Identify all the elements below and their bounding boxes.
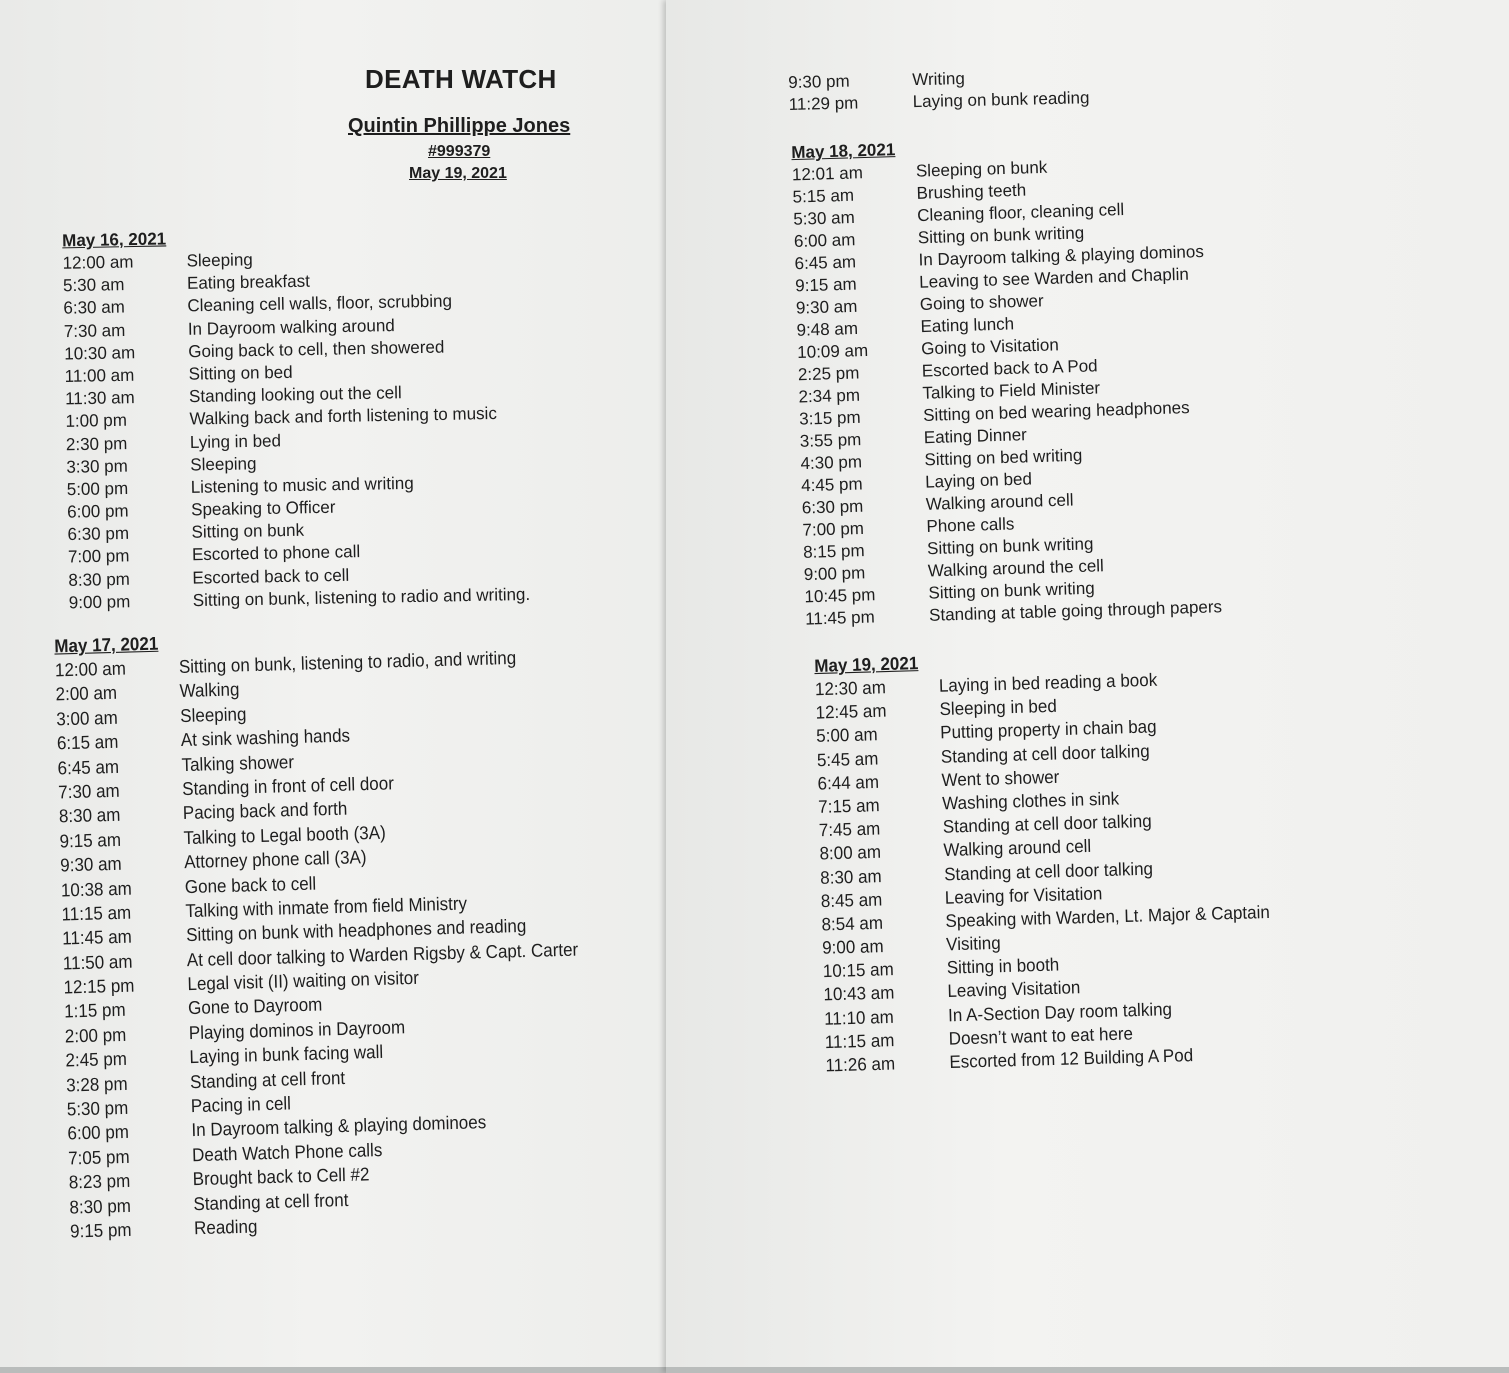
entry-time: 10:43 am <box>823 983 895 1006</box>
entry-time: 8:30 pm <box>69 1195 132 1218</box>
entry-activity: Walking <box>179 679 240 702</box>
entry-time: 9:30 am <box>59 853 122 876</box>
entry-activity: Went to shower <box>941 766 1060 791</box>
entry-time: 7:45 am <box>818 818 881 841</box>
entry-time: 7:00 pm <box>67 546 130 567</box>
log-section-may-17 <box>54 621 586 1244</box>
entry-time: 2:00 am <box>55 682 118 706</box>
entry-activity: Listening to music and writing <box>190 473 414 497</box>
section-date: May 17, 2021 <box>54 633 159 657</box>
entry-list <box>788 65 1090 116</box>
entry-activity: Standing at cell door talking <box>943 858 1154 885</box>
entry-activity: Escorted to phone call <box>191 542 361 565</box>
entry-time: 9:30 pm <box>788 71 850 92</box>
page-bottom-edge <box>0 1367 712 1373</box>
entry-activity: Talking with inmate from field Ministry <box>185 893 468 922</box>
entry-activity: Cleaning cell walls, floor, scrubbing <box>187 291 453 316</box>
entry-activity: Sitting on bunk <box>191 520 305 543</box>
entry-activity: Pacing back and forth <box>182 798 348 824</box>
entry-time: 6:45 am <box>794 252 857 274</box>
entry-time: 11:29 pm <box>788 93 859 114</box>
entry-activity: Death Watch Phone calls <box>191 1139 383 1166</box>
entry-time: 2:25 pm <box>797 363 860 385</box>
entry-activity: Gone to Dayroom <box>187 994 323 1019</box>
entry-time: 1:00 pm <box>65 410 128 432</box>
entry-activity: At cell door talking to Warden Rigsby & Capt. Carter <box>186 938 579 971</box>
entry-time: 5:00 pm <box>66 478 129 500</box>
entry-time: 12:01 am <box>791 163 864 185</box>
entry-activity: Standing at cell front <box>189 1067 346 1093</box>
entry-time: 10:30 am <box>64 342 136 364</box>
entry-time: 8:54 am <box>821 912 884 935</box>
inmate-number: #999379 <box>428 143 491 160</box>
entry-activity: Going back to cell, then showered <box>188 337 445 362</box>
entry-activity: Standing looking out the cell <box>188 383 402 407</box>
entry-activity: Doesn’t want to eat here <box>948 1023 1134 1049</box>
entry-activity: Leaving Visitation <box>947 977 1081 1002</box>
entry-time: 3:28 pm <box>65 1073 128 1096</box>
entry-time: 2:30 pm <box>65 433 128 454</box>
entry-time: 4:30 pm <box>800 452 863 474</box>
entry-activity: In Dayroom walking around <box>187 315 395 339</box>
entry-activity: Sitting on bed <box>188 362 293 384</box>
entry-activity: Cleaning floor, cleaning cell <box>916 199 1125 226</box>
entry-activity: In Dayroom talking & playing dominos <box>918 241 1205 270</box>
entry-activity: Standing at cell door talking <box>940 740 1150 767</box>
entry-time: 10:38 am <box>60 877 133 901</box>
entry-time: 8:15 pm <box>802 540 865 562</box>
entry-time: 5:30 am <box>62 274 125 296</box>
entry-activity: Escorted back to cell <box>192 565 350 588</box>
entry-time: 2:00 pm <box>64 1024 127 1047</box>
entry-activity: Talking to Legal booth (3A) <box>183 822 386 849</box>
entry-time: 12:15 pm <box>63 975 135 998</box>
entry-time: 8:30 am <box>819 865 882 888</box>
entry-list <box>792 152 1223 631</box>
entry-activity: Laying on bed <box>924 469 1033 492</box>
entry-time: 5:15 am <box>792 185 855 207</box>
entry-activity: Standing at table going through papers <box>928 597 1223 625</box>
entry-time: 7:30 am <box>57 780 120 803</box>
page-bottom-edge <box>666 1367 1509 1373</box>
document-date: May 19, 2021 <box>409 165 507 182</box>
entry-activity: Sleeping on bunk <box>915 157 1048 181</box>
entry-time: 8:00 am <box>819 842 882 865</box>
entry-activity: Walking around the cell <box>927 556 1105 581</box>
entry-time: 10:45 pm <box>804 585 876 607</box>
entry-time: 9:15 am <box>794 274 857 296</box>
entry-time: 9:00 pm <box>803 563 866 585</box>
entry-activity: Going to Visitation <box>920 335 1060 359</box>
entry-activity: Pacing in cell <box>190 1093 292 1117</box>
entry-time: 2:34 pm <box>798 385 861 407</box>
entry-time: 12:30 am <box>814 677 887 700</box>
section-date: May 18, 2021 <box>791 139 896 163</box>
entry-activity: Sleeping <box>179 703 247 727</box>
section-date: May 16, 2021 <box>62 229 167 251</box>
entry-time: 6:44 am <box>817 771 880 794</box>
log-section-may-18 <box>791 130 1222 631</box>
entry-time: 6:15 am <box>56 731 119 754</box>
entry-activity: Playing dominos in Dayroom <box>188 1016 406 1044</box>
entry-activity: Phone calls <box>926 514 1015 537</box>
entry-activity: Sitting on bunk, listening to radio and writing. <box>192 584 531 610</box>
entry-activity: Gone back to cell <box>184 872 317 897</box>
entry-time: 4:45 pm <box>800 474 863 496</box>
log-section-may-19 <box>814 642 1274 1077</box>
entry-activity: Standing at cell front <box>193 1189 349 1215</box>
entry-activity: At sink washing hands <box>180 725 351 751</box>
entry-activity: Laying in bunk facing wall <box>189 1041 384 1068</box>
entry-time: 10:15 am <box>822 959 894 982</box>
entry-activity: Sitting on bed writing <box>924 445 1083 470</box>
entry-activity: Eating Dinner <box>923 425 1028 448</box>
entry-time: 1:15 pm <box>63 999 126 1023</box>
entry-time: 8:30 pm <box>68 569 131 590</box>
entry-activity: Leaving for Visitation <box>944 883 1103 908</box>
entry-time: 6:30 pm <box>801 496 864 518</box>
entry-time: 9:15 am <box>59 829 122 852</box>
entry-time: 8:45 am <box>820 889 883 912</box>
entry-time: 7:00 pm <box>802 518 865 540</box>
inmate-name: Quintin Phillippe Jones <box>348 115 571 137</box>
entry-time: 6:30 am <box>63 297 126 319</box>
entry-list <box>62 244 530 614</box>
entry-time: 9:15 pm <box>69 1219 132 1242</box>
entry-activity: Eating lunch <box>920 314 1015 337</box>
entry-activity: Visiting <box>945 932 1001 955</box>
entry-time: 6:00 am <box>793 230 856 252</box>
entry-activity: Brushing teeth <box>916 180 1027 203</box>
entry-activity: Putting property in chain bag <box>939 716 1157 744</box>
entry-activity: Legal visit (II) waiting on visitor <box>187 967 420 995</box>
entry-time: 12:00 am <box>62 252 134 273</box>
entry-activity: Eating breakfast <box>186 271 311 294</box>
entry-activity: Sitting on bed wearing headphones <box>922 397 1190 426</box>
entry-time: 7:15 am <box>817 795 880 818</box>
entry-activity: Sleeping in bed <box>939 696 1058 720</box>
entry-time: 3:00 am <box>55 707 118 730</box>
entry-activity: Talking shower <box>181 751 295 775</box>
entry-list <box>55 645 586 1244</box>
entry-activity: Laying on bunk reading <box>912 88 1090 112</box>
entry-activity: Going to shower <box>919 291 1044 314</box>
entry-activity: Washing clothes in sink <box>941 788 1120 814</box>
entry-time: 2:45 pm <box>65 1048 128 1072</box>
entry-time: 5:00 am <box>815 724 878 747</box>
entry-activity: Speaking with Warden, Lt. Major & Captain <box>945 901 1271 932</box>
entry-time: 11:26 am <box>825 1053 896 1076</box>
entry-time: 11:45 am <box>61 926 133 950</box>
entry-activity: Escorted from 12 Building A Pod <box>949 1045 1194 1073</box>
entry-time: 6:00 pm <box>66 501 129 522</box>
entry-activity: Sitting on bunk writing <box>926 534 1094 559</box>
entry-time: 7:30 am <box>63 320 126 341</box>
entry-time: 9:00 pm <box>68 591 131 613</box>
entry-activity: Lying in bed <box>189 430 282 452</box>
entry-activity: Walking around cell <box>925 490 1074 514</box>
entry-time: 8:23 pm <box>68 1170 131 1194</box>
entry-time: 11:00 am <box>64 365 135 386</box>
entry-activity: Sitting on bunk writing <box>917 223 1085 248</box>
log-section-may-17-continued <box>788 65 1090 116</box>
entry-list <box>815 666 1274 1078</box>
entry-activity: Sleeping <box>186 249 253 271</box>
document-title: DEATH WATCH <box>365 64 557 94</box>
entry-activity: Speaking to Officer <box>190 497 336 520</box>
entry-activity: Brought back to Cell #2 <box>192 1164 370 1190</box>
entry-activity: Writing <box>911 68 966 90</box>
section-date: May 19, 2021 <box>814 653 919 677</box>
entry-activity: Sitting on bunk with headphones and reading <box>185 915 527 946</box>
entry-time: 5:30 pm <box>66 1097 129 1120</box>
entry-activity: Sitting on bunk writing <box>928 578 1095 603</box>
entry-time: 6:45 am <box>57 755 120 779</box>
entry-time: 3:55 pm <box>799 429 862 451</box>
entry-time: 11:45 pm <box>804 607 876 629</box>
log-section-may-16 <box>62 222 530 615</box>
entry-time: 3:30 pm <box>66 455 128 477</box>
entry-activity: Sitting on bunk, listening to radio, and writing <box>178 647 517 678</box>
entry-activity: Reading <box>193 1216 258 1239</box>
entry-time: 7:05 pm <box>67 1146 130 1169</box>
entry-time: 5:30 am <box>793 207 855 229</box>
entry-activity: Walking back and forth listening to music <box>189 403 498 429</box>
entry-time: 12:45 am <box>815 700 887 724</box>
entry-activity: Attorney phone call (3A) <box>183 846 367 873</box>
entry-time: 11:15 am <box>61 902 132 925</box>
entry-time: 3:15 pm <box>798 407 861 429</box>
entry-activity: Standing in front of cell door <box>181 772 395 800</box>
entry-activity: Walking around cell <box>943 836 1092 861</box>
entry-time: 11:30 am <box>64 387 135 409</box>
entry-activity: In Dayroom talking & playing dominoes <box>191 1112 487 1141</box>
entry-activity: Sleeping <box>190 453 257 475</box>
entry-time: 6:00 pm <box>67 1121 130 1145</box>
entry-time: 11:15 am <box>824 1030 895 1053</box>
entry-time: 10:09 am <box>796 340 869 363</box>
entry-activity: Talking to Field Minister <box>922 378 1101 403</box>
entry-time: 5:45 am <box>816 748 879 771</box>
entry-activity: Escorted back to A Pod <box>921 356 1098 381</box>
entry-time: 12:00 am <box>54 658 127 681</box>
entry-time: 6:30 pm <box>67 523 130 545</box>
entry-activity: In A-Section Day room talking <box>947 998 1173 1026</box>
entry-time: 11:50 am <box>62 950 133 974</box>
entry-time: 9:30 am <box>795 296 858 318</box>
entry-time: 9:48 am <box>796 318 859 340</box>
entry-activity: Laying in bed reading a book <box>938 669 1158 697</box>
entry-activity: Standing at cell door talking <box>942 811 1152 838</box>
entry-time: 9:00 am <box>821 936 884 959</box>
entry-activity: Leaving to see Warden and Chaplin <box>918 264 1190 292</box>
entry-time: 11:10 am <box>823 1006 895 1029</box>
entry-activity: Sitting in booth <box>946 954 1060 979</box>
entry-time: 8:30 am <box>58 804 121 828</box>
